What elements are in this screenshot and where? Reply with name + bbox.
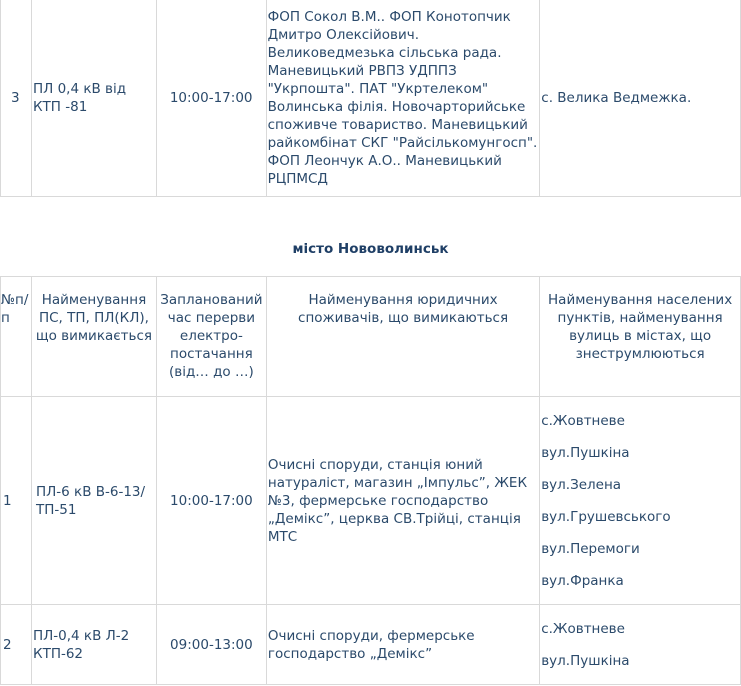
power-line-name: ПЛ-0,4 кВ Л-2 КТП-62 <box>31 605 156 685</box>
row-number: 2 <box>1 605 32 685</box>
power-line-name: ПЛ-6 кВ В-6-13/ ТП-51 <box>31 397 156 605</box>
city-title: місто Нововолинськ <box>292 241 449 257</box>
consumers-list: ФОП Сокол В.М.. ФОП Конотопчик Дмитро Олексійович. Великоведмезька сільська рада. Маневицький РВПЗ УДППЗ "Укрпошта". ПАТ "Укртелеком" Волинська філія. Новочарторийське споживче товариство. Маневицький райкомбінат СКГ "Райсількомунгосп". ФОП Леончук А.О.. Маневицький РЦПМСД <box>266 0 540 197</box>
consumers-list: Очисні споруди, станція юний натураліст, магазин „Імпульс”, ЖЕК №3, фермерське господарство „Демікс”, церква СВ.Трійці, станція МТС <box>266 397 539 605</box>
header-consumers: Найменування юридичних споживачів, що вимикаються <box>266 277 539 397</box>
street-item: с.Жовтневе <box>541 412 625 429</box>
row-number: 3 <box>1 0 32 197</box>
street-item: вул.Пушкіна <box>541 652 630 669</box>
row-number: 1 <box>1 397 32 605</box>
outage-time: 09:00-13:00 <box>156 605 266 685</box>
street-item: вул.Пушкіна <box>541 444 630 461</box>
streets-list <box>540 605 741 685</box>
header-line: Найменування ПС, ТП, ПЛ(КЛ), що вимикається <box>31 277 156 397</box>
outage-table-previous <box>0 0 741 197</box>
table-row <box>1 397 741 605</box>
header-number: №п/п <box>1 277 32 397</box>
settlements: с. Велика Ведмежка. <box>540 0 741 197</box>
table-row <box>1 605 741 685</box>
street-item: с.Жовтневе <box>541 620 625 637</box>
outage-time: 10:00-17:00 <box>156 0 266 197</box>
table-row <box>1 0 741 197</box>
outage-table-novovolynsk <box>0 276 741 685</box>
outage-time: 10:00-17:00 <box>156 397 266 605</box>
street-item: вул.Перемоги <box>541 540 640 557</box>
consumers-list: Очисні споруди, фермерське господарство „Демікс” <box>266 605 539 685</box>
power-line-name: ПЛ 0,4 кВ від КТП -81 <box>31 0 156 197</box>
header-time: Запланований час перерви електро-постачання (від… до …) <box>156 277 266 397</box>
header-settlements: Найменування населених пунктів, найменування вулиць в містах, що знеструмлюються <box>540 277 741 397</box>
table-header-row <box>1 277 741 397</box>
streets-list <box>540 397 741 605</box>
street-item: вул.Зелена <box>541 476 622 493</box>
street-item: вул.Франка <box>541 572 624 589</box>
street-item: вул.Грушевського <box>541 508 671 525</box>
